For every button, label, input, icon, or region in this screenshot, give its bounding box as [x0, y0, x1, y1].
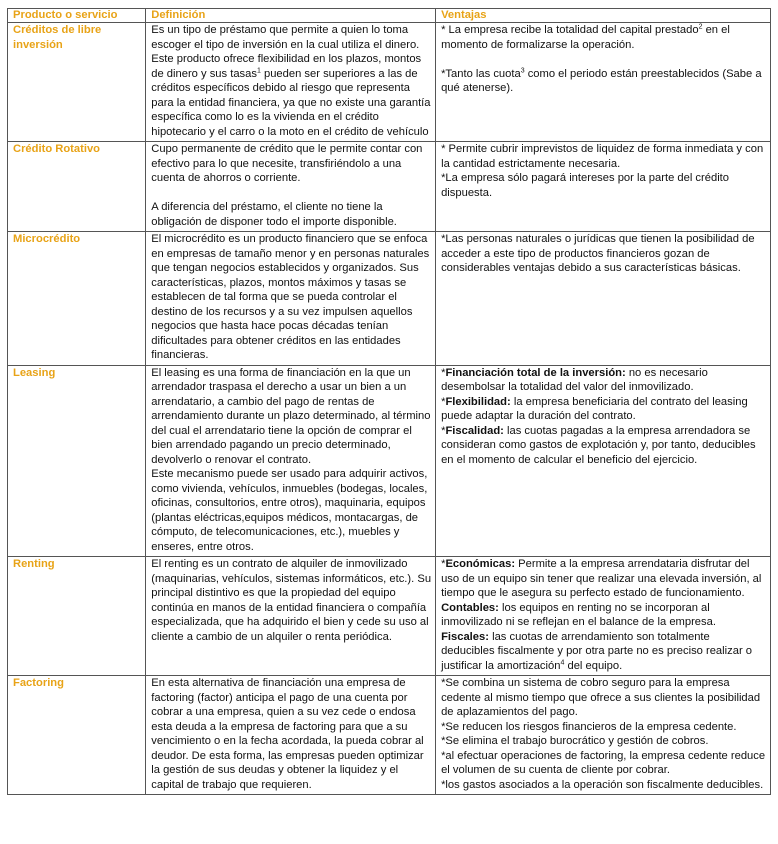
- definition-text: En esta alternativa de financiación una empresa de factoring (factor) anticipa el pago de una cuenta por cobrar a una empresa, quien a su vez cede o endosa esta deuda a la empresa de factoring para que a su vencimiento o en la fecha acordada, la pueda cobrar al deudor. De esta forma, las empresas pueden optimizar la gestión de sus deudas y obtener la liquidez y el capital de trabajo que requieren.: [151, 677, 424, 791]
- header-advantages: Ventajas: [436, 9, 771, 23]
- advantage-paragraph: [441, 676, 766, 720]
- table-row: [8, 676, 771, 795]
- table-row: [8, 557, 771, 676]
- advantage-heading: Fiscalidad:: [445, 424, 504, 437]
- advantage-paragraph: [441, 142, 766, 171]
- advantage-paragraph: [441, 749, 766, 778]
- definition-cell: [146, 232, 436, 366]
- advantages-cell: [436, 23, 771, 142]
- definition-paragraph: [151, 232, 431, 363]
- advantage-paragraph: [441, 557, 766, 601]
- table-row: [8, 142, 771, 232]
- advantage-paragraph: [441, 67, 766, 96]
- definition-text: El microcrédito es un producto financiero que se enfoca en empresas de tamaño menor y en personas naturales que tengan negocios establecidos y organizados. Sus características, plazos, montos máximos y tasas se establecen de tal forma que se pueda controlar el destino de los recursos y a su vez impulsen aquellos negocios que hasta hace pocas décadas tenían dificultades para obtener créditos en las entidades financieras.: [151, 233, 430, 361]
- definition-cell: [146, 142, 436, 232]
- product-name-cell: Factoring: [8, 676, 146, 795]
- product-name-cell: Renting: [8, 557, 146, 676]
- advantage-text: *La empresa sólo pagará intereses por la parte del crédito dispuesta.: [441, 172, 730, 199]
- advantage-paragraph: [441, 424, 766, 468]
- advantage-text: *: [441, 424, 446, 437]
- footnote-marker: 1: [256, 66, 261, 74]
- advantage-paragraph: [441, 23, 766, 52]
- advantage-text: *al efectuar operaciones de factoring, la empresa cedente reduce el volumen de su cuenta de cliente por cobrar.: [441, 749, 766, 776]
- advantage-text: como el periodo están preestablecidos (Sabe a qué atenerse).: [441, 67, 762, 94]
- definition-paragraph: [151, 23, 431, 139]
- advantage-text: los equipos en renting no se incorporan al inmovilizado ni se reflejan en el balance de la empresa.: [441, 601, 716, 628]
- advantage-text: del equipo.: [564, 659, 623, 672]
- table-row: [8, 365, 771, 557]
- advantage-paragraph: [441, 232, 766, 276]
- advantage-text: la empresa beneficiaria del contrato del leasing puede adaptar la duración del contrato.: [441, 395, 748, 422]
- advantage-heading: Financiación total de la inversión:: [445, 366, 626, 379]
- financial-products-table: [7, 8, 771, 795]
- table-header-row: [8, 9, 771, 23]
- product-name-cell: Leasing: [8, 365, 146, 557]
- advantages-cell: [436, 676, 771, 795]
- advantage-heading: Económicas:: [445, 558, 516, 570]
- definition-cell: [146, 557, 436, 676]
- advantage-heading: Contables:: [441, 601, 499, 614]
- definition-text: Este mecanismo puede ser usado para adquirir activos, como vivienda, vehículos, inmuebles (bodegas, locales, oficinas, consultorios, entre otros), maquinaria, equipos (plantas eléctricas,equipos médicos, montacargas, de cómputo, de telecomunicaciones, etc.), muebles y enseres, entre otros.: [151, 468, 428, 553]
- product-name-cell: Créditos de libre inversión: [8, 23, 146, 142]
- definition-text: pueden ser superiores a las de créditos específicos debido al riesgo que representa para la entidad financiera, ya que no existe una garantía específica como lo es la vivienda en el crédito hipotecario y el carro o la moto en el crédito de vehículo: [151, 67, 431, 138]
- definition-paragraph: [151, 557, 431, 644]
- definition-text: El leasing es una forma de financiación en la que un arrendador traspasa el derecho a usar un bien a un arrendatario, a cambio del pago de rentas de arrendamiento durante un plazo determinado, al término del cual el arrendatario tiene la opción de comprar el bien arrendado pagando un precio determinado, devolverlo o renovar el contrato.: [151, 366, 431, 466]
- definition-text: Cupo permanente de crédito que le permite contar con efectivo para lo que necesite, transfiriéndolo a una cuenta de ahorros o corriente.: [151, 143, 423, 184]
- advantages-cell: [436, 232, 771, 366]
- header-product: Producto o servicio: [8, 9, 146, 23]
- advantage-text: *: [441, 366, 446, 379]
- advantage-text: * La empresa recibe la totalidad del capital prestado: [441, 24, 699, 36]
- table-row: [8, 232, 771, 366]
- definition-paragraph: [151, 142, 431, 186]
- advantage-paragraph: [441, 630, 766, 674]
- advantage-text: *: [441, 395, 446, 408]
- advantage-paragraph: [441, 601, 766, 630]
- footnote-marker: 3: [520, 66, 525, 74]
- advantage-heading: Flexibilidad:: [445, 395, 511, 408]
- definition-cell: [146, 676, 436, 795]
- product-name-cell: Microcrédito: [8, 232, 146, 366]
- advantage-paragraph: [441, 395, 766, 424]
- advantage-text: * Permite cubrir imprevistos de liquidez de forma inmediata y con la cantidad estrictamente necesaria.: [441, 143, 764, 170]
- advantage-text: *Se reducen los riesgos financieros de la empresa cedente.: [441, 720, 737, 733]
- advantages-cell: [436, 557, 771, 676]
- definition-paragraph: [151, 676, 431, 792]
- advantages-cell: [436, 142, 771, 232]
- definition-cell: [146, 365, 436, 557]
- product-name-cell: Crédito Rotativo: [8, 142, 146, 232]
- advantage-paragraph: [441, 734, 766, 749]
- advantage-text: *Las personas naturales o jurídicas que tienen la posibilidad de acceder a este tipo de productos financieros gozan de considerables ventajas debido a sus características básicas.: [441, 233, 755, 274]
- advantage-paragraph: [441, 366, 766, 395]
- advantage-text: no es necesario desembolsar la totalidad del valor del inmovilizado.: [441, 366, 708, 393]
- advantage-text: en el momento de formalizarse la operación.: [441, 24, 730, 51]
- advantage-text: Permite a la empresa arrendataria disfrutar del uso de un equipo sin tener que realizar una elevada inversión, al tiempo que le asegura su perfecto estado de funcionamiento.: [441, 558, 762, 599]
- table-body: [8, 23, 771, 795]
- advantage-heading: Fiscales:: [441, 630, 489, 643]
- definition-paragraph: [151, 366, 431, 468]
- footnote-marker: 2: [698, 23, 703, 31]
- advantage-text: *Se elimina el trabajo burocrático y gestión de cobros.: [441, 735, 709, 747]
- advantage-text: *: [441, 558, 446, 570]
- footnote-marker: 4: [560, 658, 565, 666]
- definition-text: El renting es un contrato de alquiler de inmovilizado (maquinarias, vehículos, sistemas informáticos, etc.). Su principal distintivo es que la propiedad del equipo continúa en manos de la entidad financiera o compañía especializada, que ha adquirido el bien y cede su uso al cliente a cambio de un alquiler o renta periódica.: [151, 558, 432, 643]
- definition-paragraph: [151, 200, 431, 229]
- definition-text: Es un tipo de préstamo que permite a quien lo toma escoger el tipo de inversión en la cual utiliza el dinero. Este producto ofrece flexibilidad en los plazos, montos de dinero y sus tasas: [151, 24, 422, 80]
- advantage-paragraph: [441, 171, 766, 200]
- advantage-text: las cuotas de arrendamiento son totalmente deducibles fiscalmente y por otra parte no es preciso realizar o justificar la amortización: [441, 630, 753, 672]
- header-definition: Definición: [146, 9, 436, 23]
- advantage-text: las cuotas pagadas a la empresa arrendadora se consideran como gastos de explotación y, por tanto, deducibles en el momento de calcular el beneficio del ejercicio.: [441, 424, 756, 466]
- advantages-cell: [436, 365, 771, 557]
- definition-text: A diferencia del préstamo, el cliente no tiene la obligación de disponer todo el importe disponible.: [151, 201, 397, 228]
- advantage-text: *Tanto las cuota: [441, 67, 521, 80]
- advantage-text: *los gastos asociados a la operación son fiscalmente deducibles.: [441, 778, 764, 791]
- table-row: [8, 23, 771, 142]
- definition-paragraph: [151, 467, 431, 554]
- advantage-paragraph: [441, 720, 766, 735]
- advantage-text: *Se combina un sistema de cobro seguro para la empresa cedente al mismo tiempo que ofrece a sus clientes la posibilidad de aplazamientos del pago.: [441, 677, 761, 718]
- definition-cell: [146, 23, 436, 142]
- advantage-paragraph: [441, 778, 766, 793]
